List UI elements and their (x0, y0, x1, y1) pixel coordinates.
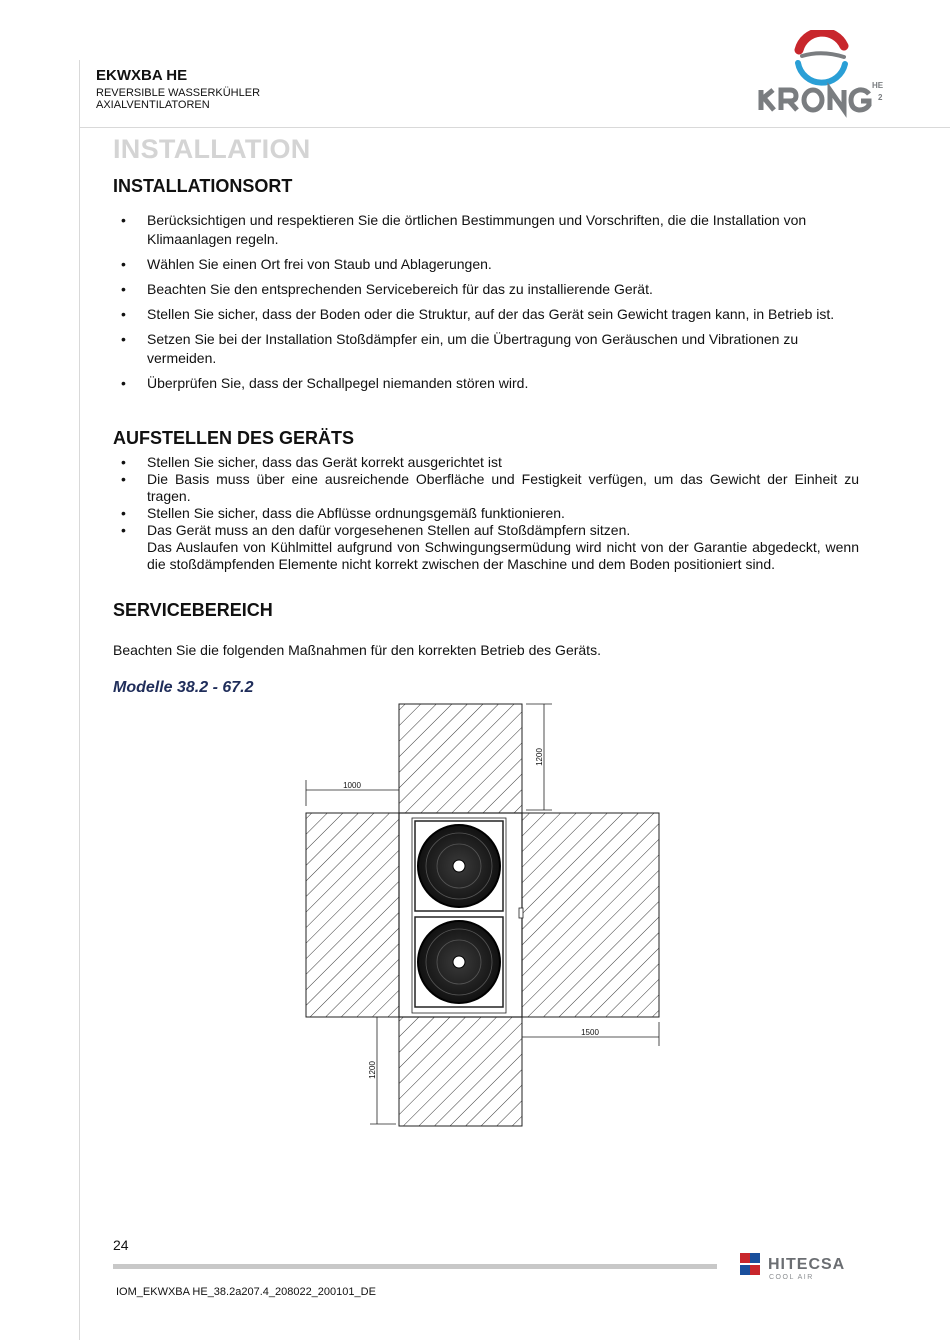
list-item (113, 522, 859, 573)
list-item: • Setzen Sie bei der Installation Stoßdämpfer ein, um die Übertragung von Geräuschen und Vibrationen zu vermeiden. (113, 330, 859, 368)
dim-left-label: 1000 (343, 781, 361, 790)
list-item: • Beachten Sie den entsprechenden Servicebereich für das zu installierende Gerät. (113, 280, 859, 299)
hitecsa-logo (738, 1249, 890, 1285)
list-item: • Stellen Sie sicher, dass das Gerät korrekt ausgerichtet ist (113, 454, 859, 471)
list-item: • Stellen Sie sicher, dass die Abflüsse ordnungsgemäß funktionieren. (113, 505, 859, 522)
list-item: • Überprüfen Sie, dass der Schallpegel niemanden stören wird. (113, 374, 859, 393)
heading-aufstellen: AUFSTELLEN DES GERÄTS (113, 428, 355, 448)
svg-text:HE: HE (872, 81, 884, 90)
heading-installationsort: INSTALLATIONSORT (113, 176, 293, 196)
list-item: • Stellen Sie sicher, dass der Boden oder die Struktur, auf der das Gerät sein Gewicht tragen kann, in Betrieb ist. (113, 305, 859, 324)
service-area-top (399, 704, 522, 813)
company-tagline: COOL AIR (769, 1274, 814, 1281)
list-item: • Die Basis muss über eine ausreichende Oberfläche und Festigkeit verfügen, um das Gewicht der Einheit zu tragen. (113, 471, 859, 505)
heading-servicebereich: SERVICEBEREICH (113, 600, 273, 620)
dim-right-label: 1500 (581, 1028, 599, 1037)
header-subtitle-2: AXIALVENTILATOREN (96, 99, 210, 111)
footer-bar (113, 1264, 717, 1269)
service-area-bottom (399, 1017, 522, 1126)
margin-line (79, 60, 80, 1340)
service-area-left (306, 813, 399, 1017)
installationsort-list (113, 211, 859, 399)
dim-bottom-label: 1200 (368, 1061, 377, 1079)
document-code: IOM_EKWXBA HE_38.2a207.4_208022_200101_DE (116, 1286, 376, 1298)
warranty-note: Das Auslaufen von Kühlmittel aufgrund von Schwingungsermüdung wird nicht von der Garantie abgedeckt, wenn die stoßdämpfenden Elemente nicht korrekt zwischen der Maschine und dem Boden positioniert sind. (147, 539, 859, 572)
company-name: HITECSA (768, 1256, 846, 1273)
model-label: Modelle 38.2 - 67.2 (113, 679, 254, 696)
header-divider (79, 127, 950, 128)
service-area-right (522, 813, 659, 1017)
page-number: 24 (113, 1237, 129, 1253)
svg-text:2: 2 (878, 93, 883, 102)
list-item: • Wählen Sie einen Ort frei von Staub und Ablagerungen. (113, 255, 859, 274)
list-item: • Berücksichtigen und respektieren Sie die örtlichen Bestimmungen und Vorschriften, die die Installation von Klimaanlagen regeln. (113, 211, 859, 249)
header-subtitle-1: REVERSIBLE WASSERKÜHLER (96, 87, 261, 99)
header-title: EKWXBA HE (96, 67, 188, 84)
dim-top-label: 1200 (535, 748, 544, 766)
service-area-drawing (300, 700, 670, 1130)
aufstellen-list (113, 454, 859, 573)
section-title: INSTALLATION (113, 134, 311, 164)
list-item-text: Das Gerät muss an den dafür vorgesehenen Stellen auf Stoßdämpfern sitzen. (147, 522, 631, 538)
krono-logo (752, 30, 892, 120)
servicebereich-intro: Beachten Sie die folgenden Maßnahmen für den korrekten Betrieb des Geräts. (113, 642, 601, 658)
